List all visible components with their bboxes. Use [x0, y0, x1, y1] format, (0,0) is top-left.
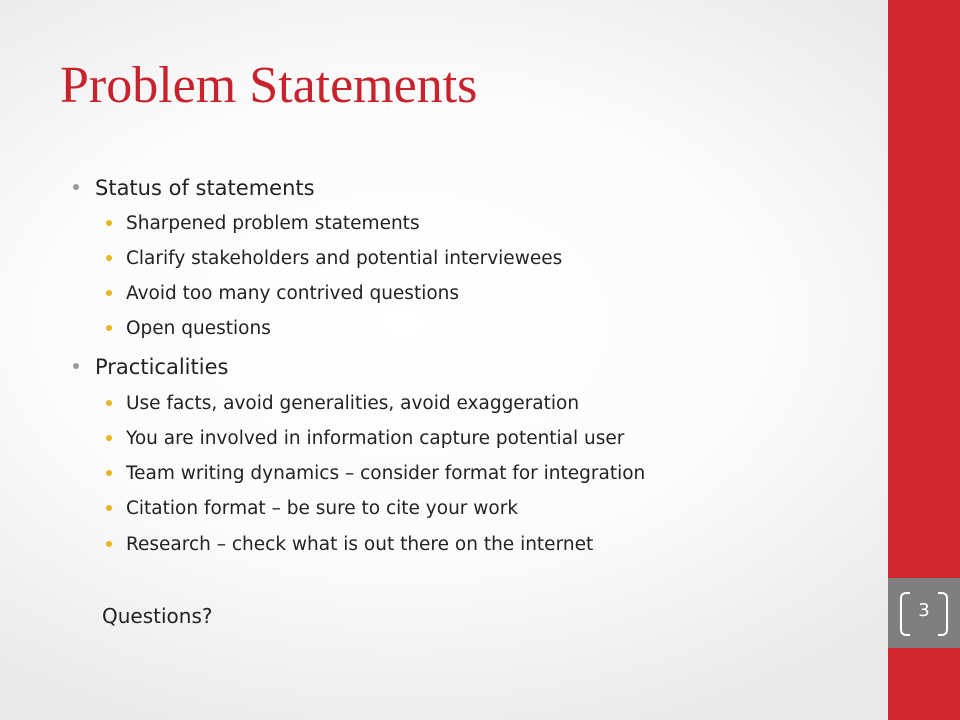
bullet-icon [106, 290, 112, 296]
list-item [126, 283, 459, 304]
bullet-icon [106, 325, 112, 331]
list-item-text: Open questions [126, 318, 271, 339]
bullet-icon [106, 505, 112, 511]
list-item [126, 428, 624, 449]
bullet-icon [73, 363, 79, 369]
list-item [126, 213, 420, 234]
list-item-text: Sharpened problem statements [126, 213, 420, 234]
bullet-icon [106, 541, 112, 547]
list-item-text: Use facts, avoid generalities, avoid exaggeration [126, 393, 580, 414]
list-item-text: Clarify stakeholders and potential interviewees [126, 248, 563, 269]
list-item [126, 498, 518, 519]
page-number: 3 [918, 600, 930, 621]
list-item-text: Research – check what is out there on the internet [126, 534, 594, 555]
list-item [126, 393, 579, 414]
slide-title: Problem Statements [60, 57, 478, 114]
section-heading [95, 355, 228, 379]
list-item-text: Team writing dynamics – consider format for integration [126, 463, 646, 484]
list-item [126, 248, 562, 269]
section-heading-text: Practicalities [95, 355, 229, 379]
list-item-text: You are involved in information capture potential user [126, 428, 625, 449]
page-number-box [888, 578, 960, 648]
list-item [126, 463, 645, 484]
bullet-icon [106, 255, 112, 261]
bullet-icon [106, 400, 112, 406]
bullet-icon [106, 220, 112, 226]
bullet-icon [106, 470, 112, 476]
list-item [126, 318, 271, 339]
closing-text: Questions? [102, 604, 213, 628]
section-heading [95, 176, 315, 200]
list-item-text: Citation format – be sure to cite your work [126, 498, 519, 519]
section-heading-text: Status of statements [95, 176, 315, 200]
list-item [126, 534, 593, 555]
bullet-icon [73, 184, 79, 190]
bullet-icon [106, 435, 112, 441]
list-item-text: Avoid too many contrived questions [126, 283, 460, 304]
